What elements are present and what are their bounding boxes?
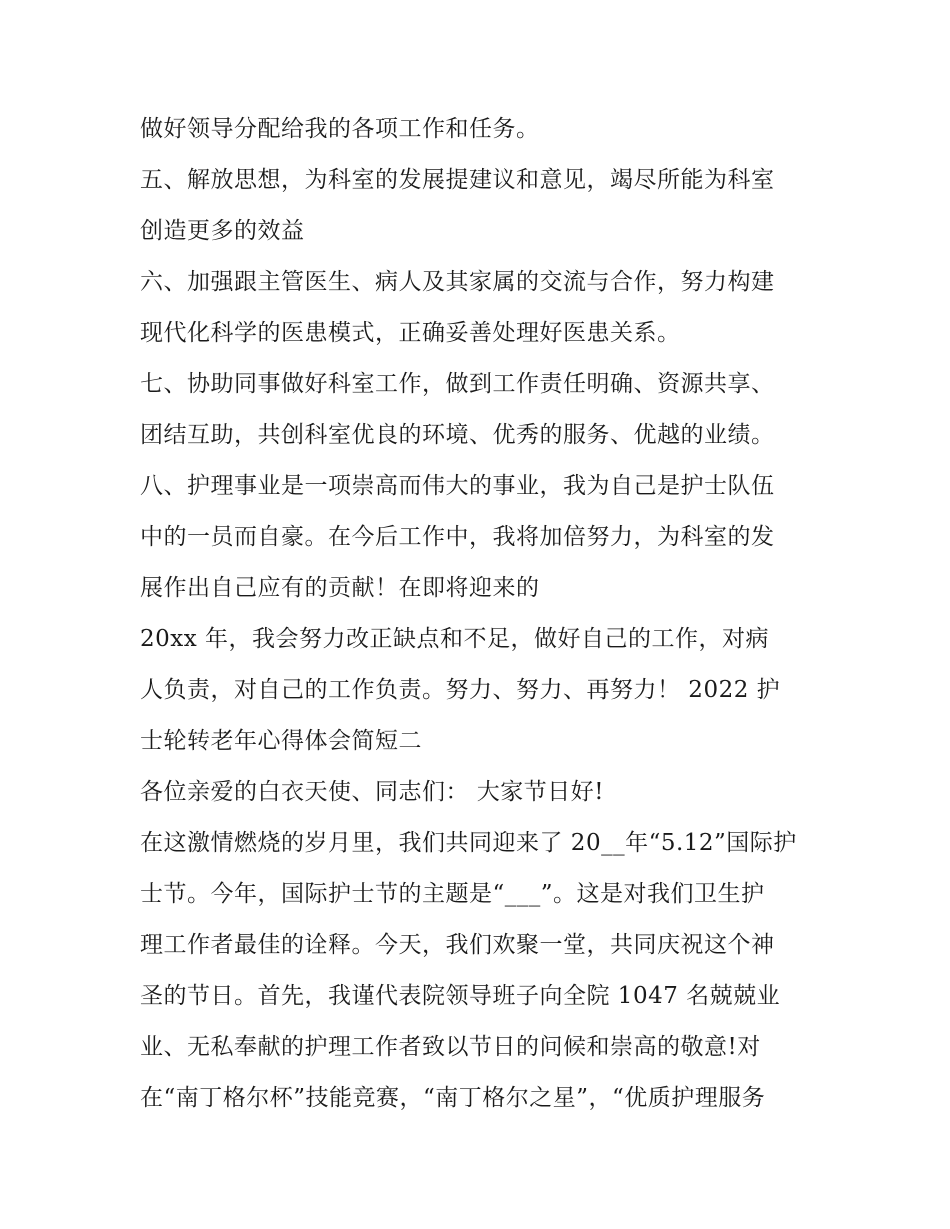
text-line: 中的一员而自豪。在今后工作中，我将加倍努力，为科室的发: [140, 524, 775, 550]
text-line: 士节。今年，国际护士节的主题是“___”。这是对我们卫生护: [140, 881, 765, 907]
text-line: 团结互助，共创科室优良的环境、优秀的服务、优越的业绩。: [140, 422, 775, 448]
text-line: 五、解放思想，为科室的发展提建议和意见，竭尽所能为科室: [140, 167, 775, 193]
text-line: 七、协助同事做好科室工作，做到工作责任明确、资源共享、: [140, 371, 775, 397]
text-line: 在这激情燃烧的岁月里，我们共同迎来了 20__年“5.12”国际护: [140, 830, 797, 856]
body-text: [140, 104, 820, 1124]
text-line: 人负责，对自己的工作负责。努力、努力、再努力！ 2022 护: [140, 677, 781, 703]
text-line: 做好领导分配给我的各项工作和任务。: [140, 116, 540, 142]
text-line: 业、无私奉献的护理工作者致以节日的问候和崇高的敬意!对: [140, 1034, 761, 1060]
text-line: 现代化科学的医患模式，正确妥善处理好医患关系。: [140, 320, 681, 346]
text-line: 六、加强跟主管医生、病人及其家属的交流与合作，努力构建: [140, 269, 775, 295]
text-line: 各位亲爱的白衣天使、同志们： 大家节日好!: [140, 779, 605, 805]
text-line: 在“南丁格尔杯”技能竞赛，“南丁格尔之星”，“优质护理服务: [140, 1085, 766, 1111]
text-line: 20xx 年，我会努力改正缺点和不足，做好自己的工作，对病: [140, 626, 770, 652]
text-line: 展作出自己应有的贡献！在即将迎来的: [140, 575, 540, 601]
text-line: 士轮转老年心得体会简短二: [140, 728, 422, 754]
text-line: 圣的节日。首先，我谨代表院领导班子向全院 1047 名兢兢业: [140, 983, 781, 1009]
text-line: 八、护理事业是一项崇高而伟大的事业，我为自己是护士队伍: [140, 473, 775, 499]
text-line: 创造更多的效益: [140, 218, 305, 244]
text-line: 理工作者最佳的诠释。今天，我们欢聚一堂，共同庆祝这个神: [140, 932, 775, 958]
